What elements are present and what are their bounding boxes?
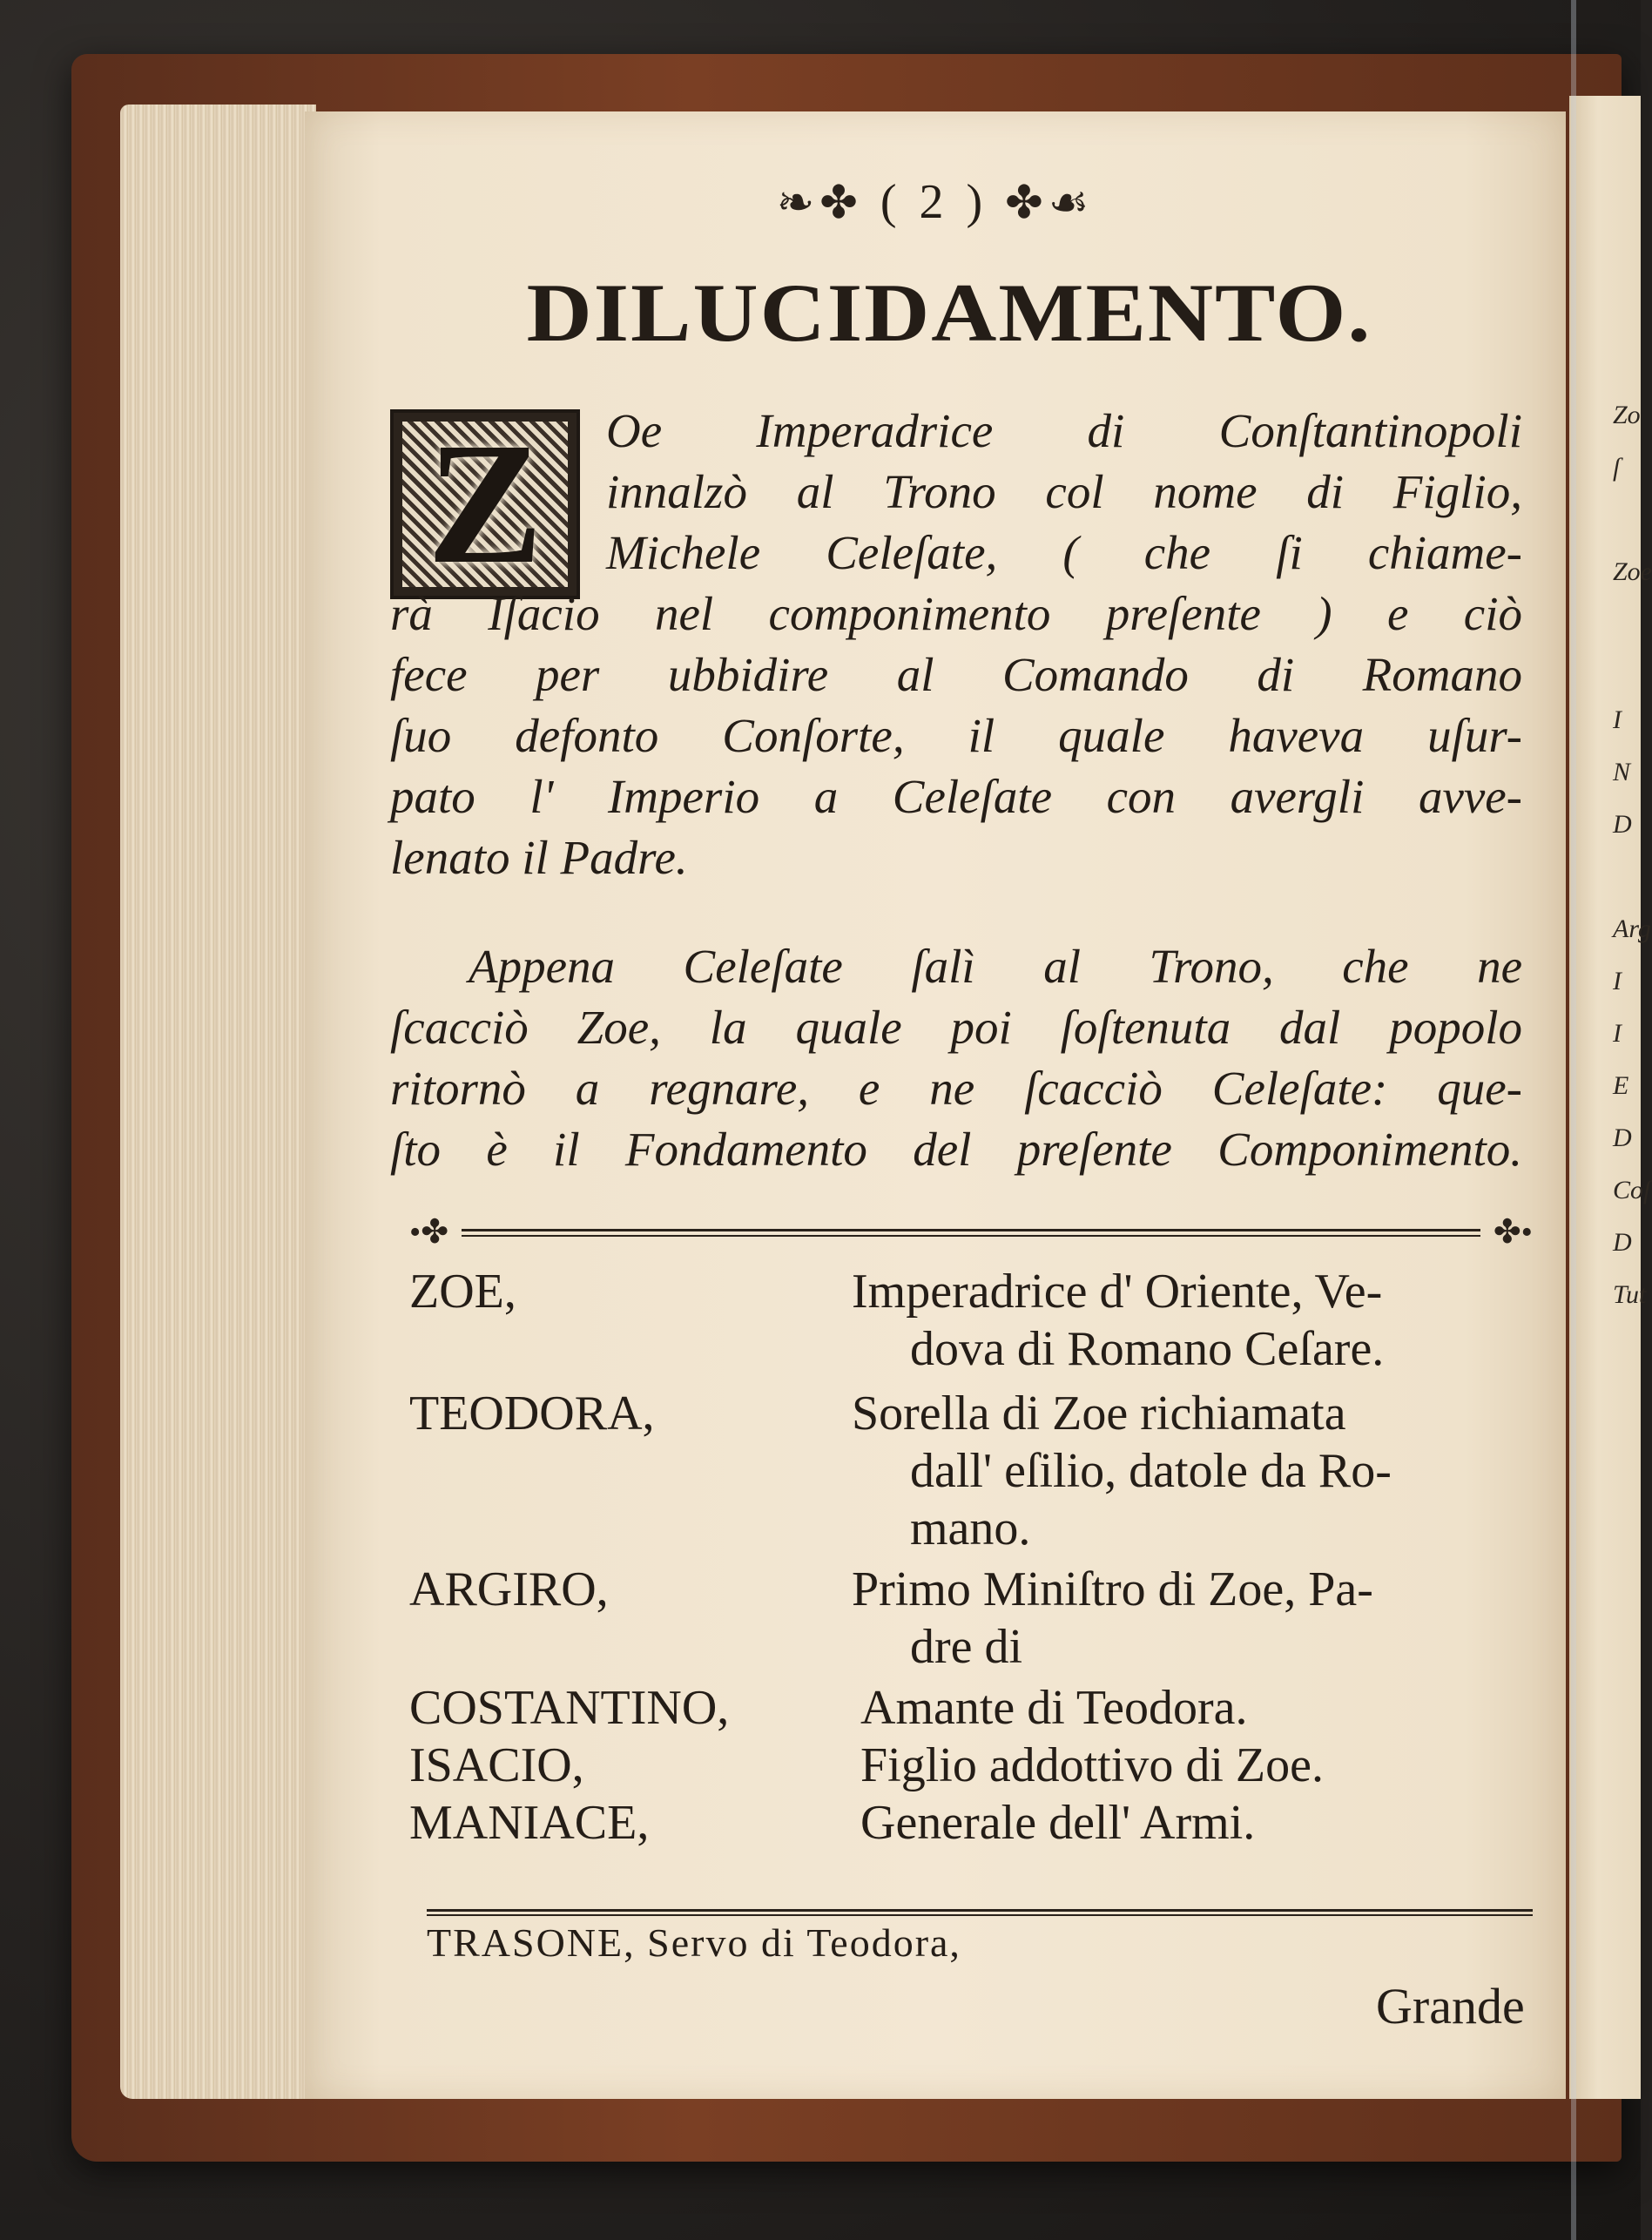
text-line: Oe Imperadrice di Conſtantinopoli [606, 404, 1522, 457]
cast-role: Generale dell' Armi. [860, 1796, 1256, 1850]
page-number: ( 2 ) [880, 175, 988, 229]
next-page-fragment: Coſ [1613, 1176, 1651, 1204]
cast-name: MANIACE, [409, 1796, 650, 1850]
next-page-fragment: D [1613, 810, 1632, 839]
cast-role: Amante di Teodora. [860, 1681, 1248, 1735]
paragraph-1 [390, 401, 1522, 888]
paragraph-2 [390, 936, 1522, 1180]
cast-role: Figlio addottivo di Zoe. [860, 1738, 1324, 1792]
page-title: DILUCIDAMENTO. [526, 267, 1372, 360]
cast-role-continued: mano. [910, 1501, 1031, 1555]
rule-line [427, 1914, 1533, 1916]
cast-role: Imperadrice d' Oriente, Ve- [852, 1265, 1383, 1319]
page-edges [120, 105, 316, 2099]
ornamental-rule [409, 1214, 1533, 1251]
text-line: pato l' Imperio a Celeſate con avergli avve- [390, 770, 1522, 823]
cast-name: COSTANTINO, [409, 1681, 730, 1735]
scanner-glass-edge [1571, 0, 1576, 2240]
next-page-fragment: Zoe [1613, 557, 1652, 586]
next-page-sliver [1569, 96, 1652, 2099]
cast-role-continued: dova di Romano Ceſare. [910, 1322, 1385, 1376]
text-line: ritornò a regnare, e ne ſcacciò Celeſate: que- [390, 1062, 1522, 1115]
text-line: ſcacciò Zoe, la quale poi ſoſtenuta dal popolo [390, 1001, 1522, 1054]
cast-role-continued: dre di [910, 1620, 1023, 1674]
text-line: rà Iſacio nel componimento preſente ) e ciò [390, 587, 1522, 640]
catchword: Grande [1376, 1978, 1525, 2034]
cast-role: Primo Miniſtro di Zoe, Pa- [852, 1562, 1373, 1616]
next-page-fragment: Arg [1613, 914, 1651, 943]
cast-role: Sorella di Zoe richiamata [852, 1387, 1346, 1440]
rule-line [427, 1909, 1533, 1912]
rule-line [462, 1235, 1480, 1237]
next-page-fragment: Tut [1613, 1280, 1647, 1309]
ornament-right-icon: ✤☙ [1005, 179, 1095, 228]
text-line: ſto è il Fondamento del preſente Componimento. [390, 1123, 1522, 1176]
drop-cap-letter: Z [427, 408, 543, 600]
double-rule [409, 1907, 1533, 1918]
cast-list [409, 1263, 1541, 1872]
next-page-fragment: Zo [1613, 401, 1641, 429]
rule-ornament-left-icon: •✤ [409, 1214, 449, 1251]
text-line: ſuo defonto Conſorte, il quale haveva uſur- [390, 709, 1522, 762]
next-page-fragment: ſ [1613, 453, 1621, 482]
cast-name: ARGIRO, [409, 1562, 609, 1616]
text-line: lenato il Padre. [390, 831, 688, 884]
text-line: Michele Celeſate, ( che ſi chiame- [606, 526, 1522, 579]
next-page-fragment: D [1613, 1123, 1632, 1152]
next-page-fragment: I [1613, 967, 1622, 995]
next-page-fragment: E [1613, 1071, 1629, 1100]
footer-cast-line: TRASONE, Servo di Teodora, [427, 1920, 961, 1965]
text-line: Appena Celeſate ſalì al Trono, che ne [469, 940, 1522, 993]
next-page-fragment: I [1613, 705, 1622, 734]
ornament-left-icon: ❧✤ [776, 179, 863, 228]
next-page-fragment: N [1613, 758, 1631, 786]
rule-ornament-right-icon: ✤• [1493, 1214, 1533, 1251]
text-line: fece per ubbidire al Comando di Romano [390, 648, 1522, 701]
next-page-fragment: D [1613, 1228, 1632, 1257]
cast-name: ZOE, [409, 1265, 516, 1319]
page-header [305, 174, 1566, 230]
rule-line [462, 1229, 1480, 1231]
cast-name: ISACIO, [409, 1738, 584, 1792]
cast-name: TEODORA, [409, 1387, 655, 1440]
next-page-fragment: I [1613, 1019, 1622, 1048]
cast-role-continued: dall' eſilio, datole da Ro- [910, 1444, 1392, 1498]
text-line: innalzò al Trono col nome di Figlio, [606, 465, 1522, 518]
